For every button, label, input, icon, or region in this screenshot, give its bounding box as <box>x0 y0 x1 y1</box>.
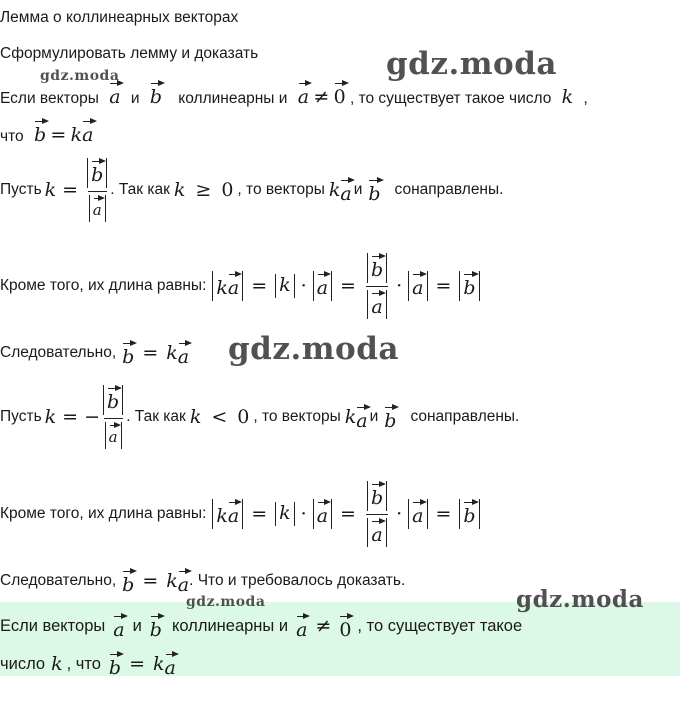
abs-ka: ka <box>212 499 243 529</box>
page-title: Лемма о коллинеарных векторах <box>0 9 239 26</box>
task-text: Сформулировать лемму и доказать <box>0 45 259 62</box>
abs-b: b <box>459 499 479 529</box>
number-k: k <box>70 124 83 146</box>
case1-let: Пусть <box>0 181 42 198</box>
abs-k: k <box>275 274 295 298</box>
number-k: k <box>561 86 574 108</box>
number-k: k <box>166 342 178 364</box>
case1-codirected: сонаправлены. <box>394 181 504 198</box>
fraction-b-over-a: $\frac{b}{a}$ <box>366 481 388 548</box>
vector-b: b <box>34 118 46 145</box>
vector-a: a <box>356 404 367 431</box>
lemma-statement-cont <box>0 118 94 147</box>
ge-sign: ≥ <box>195 179 212 201</box>
watermark: gdz.moda <box>516 586 644 613</box>
statement-that: что <box>0 128 24 145</box>
vector-a: a <box>109 80 120 107</box>
case2-let: Пусть <box>0 408 42 425</box>
vector-b: b <box>122 340 134 367</box>
number-k: k <box>328 179 341 201</box>
answer-and: и <box>132 616 142 635</box>
number-k: k <box>44 406 57 428</box>
case2-and: и <box>369 408 379 425</box>
abs-b: b <box>459 271 479 301</box>
abs-k: k <box>275 502 295 526</box>
number-k: k <box>44 179 57 201</box>
vector-b: b <box>150 613 162 640</box>
conclusion-text: Следовательно, <box>0 344 117 361</box>
fraction-b-over-a: $\frac{b}{a}$ <box>86 158 108 222</box>
watermark: gdz.moda <box>40 68 120 84</box>
case1-then-vectors: , то векторы <box>237 181 325 198</box>
number-k: k <box>189 406 202 428</box>
zero: 0 <box>221 179 234 201</box>
length-equality-2: Кроме того, их длина равны: ka = k · a = $\frac{b}{a}$ · a = b <box>0 468 480 560</box>
vector-b: b <box>122 568 134 595</box>
vector-a: a <box>82 118 93 145</box>
statement-comma: , <box>583 90 588 107</box>
vector-a: a <box>340 177 351 204</box>
qed-text: . Что и требовалось доказать. <box>189 572 406 589</box>
minus-sign: − <box>84 406 101 428</box>
case-negative: Пусть k = − $\frac{b}{a}$ . Так как k < 0 , то векторы k a и b сонаправлены. <box>0 372 519 462</box>
vector-b: b <box>109 651 121 678</box>
equals-sign: = <box>62 179 79 201</box>
watermark: gdz.moda <box>186 594 266 610</box>
vector-b: b <box>384 404 396 431</box>
answer-if-vectors: Если векторы <box>0 616 106 635</box>
answer-number: число <box>0 654 46 673</box>
vector-a: a <box>298 80 309 107</box>
abs-ka: ka <box>212 271 243 301</box>
watermark: gdz.moda <box>386 46 557 82</box>
not-equal-sign: ≠ <box>313 86 330 108</box>
lt-sign: < <box>211 406 228 428</box>
conclusion-2: Следовательно, b = k a . Что и требовалось доказать. <box>0 566 405 596</box>
vector-a: a <box>178 568 189 595</box>
equals-sign: = <box>50 124 67 146</box>
answer-line-1: Если векторы a и b коллинеарны и a ≠ 0 , то существует такое <box>0 612 522 640</box>
case1-since: . Так как <box>110 181 170 198</box>
zero: 0 <box>237 406 250 428</box>
zero-vector: 0 <box>339 613 351 640</box>
statement-and: и <box>130 90 140 107</box>
vector-b: b <box>368 177 380 204</box>
number-k: k <box>344 406 357 428</box>
statement-if-vectors: Если векторы <box>0 90 99 107</box>
answer-line-2: число k , что b = k a <box>0 650 176 678</box>
vector-a: a <box>165 651 176 678</box>
length-text: Кроме того, их длина равны: <box>0 505 207 522</box>
zero-vector: 0 <box>334 80 346 107</box>
case1-and: и <box>353 181 363 198</box>
lemma-statement <box>0 80 588 109</box>
watermark: gdz.moda <box>228 331 399 367</box>
fraction-b-over-a: $\frac{b}{a}$ <box>366 253 388 320</box>
length-equality-1: Кроме того, их длина равны: ka = k · a = $\frac{b}{a}$ · a = b <box>0 240 480 332</box>
abs-a: a <box>313 271 332 301</box>
statement-collinear: коллинеарны и <box>178 90 288 107</box>
case2-then-vectors: , то векторы <box>253 408 341 425</box>
abs-a: a <box>408 499 427 529</box>
answer-then-exists: , то существует такое <box>357 616 523 635</box>
number-k: k <box>166 570 178 592</box>
vector-a: a <box>178 340 189 367</box>
answer-collinear: коллинеарны и <box>171 616 289 635</box>
case2-since: . Так как <box>126 408 186 425</box>
abs-a: a <box>313 499 332 529</box>
conclusion-1: Следовательно, b = k a <box>0 338 189 368</box>
fraction-b-over-a: $\frac{b}{a}$ <box>102 385 124 449</box>
number-k: k <box>153 653 165 675</box>
answer-that: , что <box>66 654 101 673</box>
number-k: k <box>51 653 63 675</box>
number-k: k <box>173 179 186 201</box>
final-conclusion-text: Следовательно, <box>0 572 117 589</box>
abs-a: a <box>408 271 427 301</box>
case-positive <box>0 146 503 234</box>
vector-a: a <box>296 613 307 640</box>
vector-b: b <box>150 80 162 107</box>
statement-then-exists: , то существует такое число <box>349 90 552 107</box>
length-text: Кроме того, их длина равны: <box>0 277 207 294</box>
case2-codirected: сонаправлены. <box>410 408 520 425</box>
vector-a: a <box>113 613 124 640</box>
